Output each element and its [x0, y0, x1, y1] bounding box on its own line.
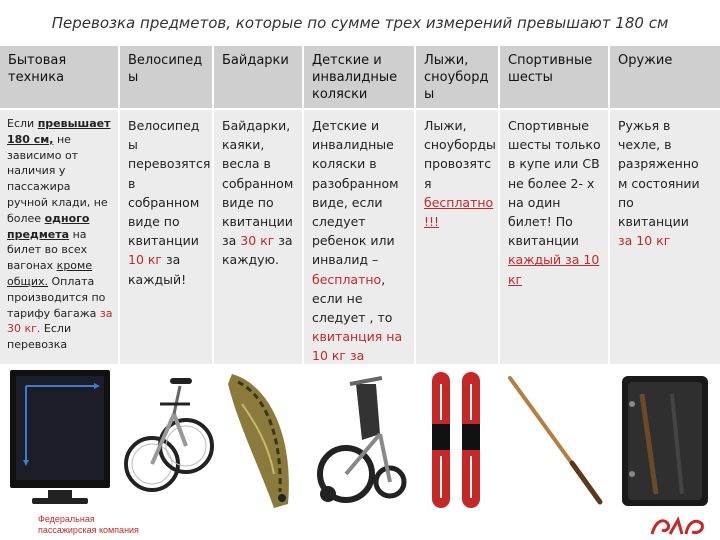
- bicycle-icon: [124, 364, 214, 512]
- item-images: [0, 364, 720, 512]
- slide-title: Перевозка предметов, которые по сумме трех измерений превышают 180 см: [51, 14, 669, 32]
- brand-line: пассажирская компания: [38, 525, 139, 535]
- cell-bicycles: Велосипед ы перевозятся в собранном виде по квитанции 10 кг за каждый!: [128, 118, 211, 287]
- header-line: Спортивные: [508, 53, 593, 68]
- header-kayaks: [214, 46, 302, 108]
- cell-poles: Спортивные шесты только в купе или СВ не более 2- х на один билет! По квитанции каждый за 10 кг: [508, 118, 601, 287]
- header-line: Оружие: [618, 53, 673, 68]
- header-line: коляски: [312, 87, 368, 102]
- header-weapons: [610, 46, 720, 108]
- footer: [0, 512, 720, 540]
- cell-strollers: Детские и инвалидные коляски в разобранном виде, если следует ребенок или инвалид – бесплатно, если не следует , то квитанция на 10 кг за: [312, 118, 403, 364]
- cell-appliances: Если превышает 180 см, не зависимо от наличия у пассажира ручной клади, не более одного предмета на билет во всех вагонах кроме общих. Оплата производится по тарифу багажа за 30 кг. Если перевозка: [7, 117, 113, 352]
- header-line: ы: [128, 70, 139, 85]
- kayak-icon: [218, 364, 300, 512]
- header-strollers: [304, 46, 414, 108]
- brand-line: Федеральная: [38, 514, 95, 524]
- pole-icon: [502, 364, 608, 512]
- header-line: Лыжи,: [424, 53, 469, 68]
- column-divider: [414, 46, 416, 364]
- wheelchair-icon: [306, 364, 414, 512]
- column-divider: [118, 46, 120, 364]
- column-divider: [212, 46, 214, 364]
- rzd-logo: [648, 514, 708, 538]
- tv-icon: [4, 364, 116, 512]
- header-line: инвалидные: [312, 70, 398, 85]
- cell-kayaks: Байдарки, каяки, весла в собранном виде по квитанции за 30 кг за каждую.: [222, 118, 294, 268]
- table-header-row: [0, 46, 720, 108]
- brand-name: [38, 514, 139, 536]
- header-line: сноуборд: [424, 70, 489, 85]
- column-divider: [498, 46, 500, 364]
- cell-skis: Лыжи, сноуборды провозятс я бесплатно !!!: [424, 118, 496, 230]
- column-divider: [608, 46, 610, 364]
- header-line: Велосипед: [128, 53, 203, 68]
- header-line: Детские и: [312, 53, 382, 68]
- header-line: ы: [424, 87, 435, 102]
- header-appliances: [0, 46, 118, 108]
- header-line: Бытовая: [8, 53, 67, 68]
- column-divider: [302, 46, 304, 364]
- header-poles: [500, 46, 608, 108]
- header-skis: [416, 46, 498, 108]
- cell-weapons: Ружья в чехле, в разряженно м состоянии по квитанции за 10 кг: [618, 118, 700, 249]
- header-line: шесты: [508, 70, 553, 85]
- header-line: техника: [8, 70, 65, 85]
- header-bicycles: [120, 46, 212, 108]
- gun-case-icon: [612, 364, 718, 512]
- header-line: Байдарки: [222, 53, 289, 68]
- skis-icon: [418, 364, 498, 512]
